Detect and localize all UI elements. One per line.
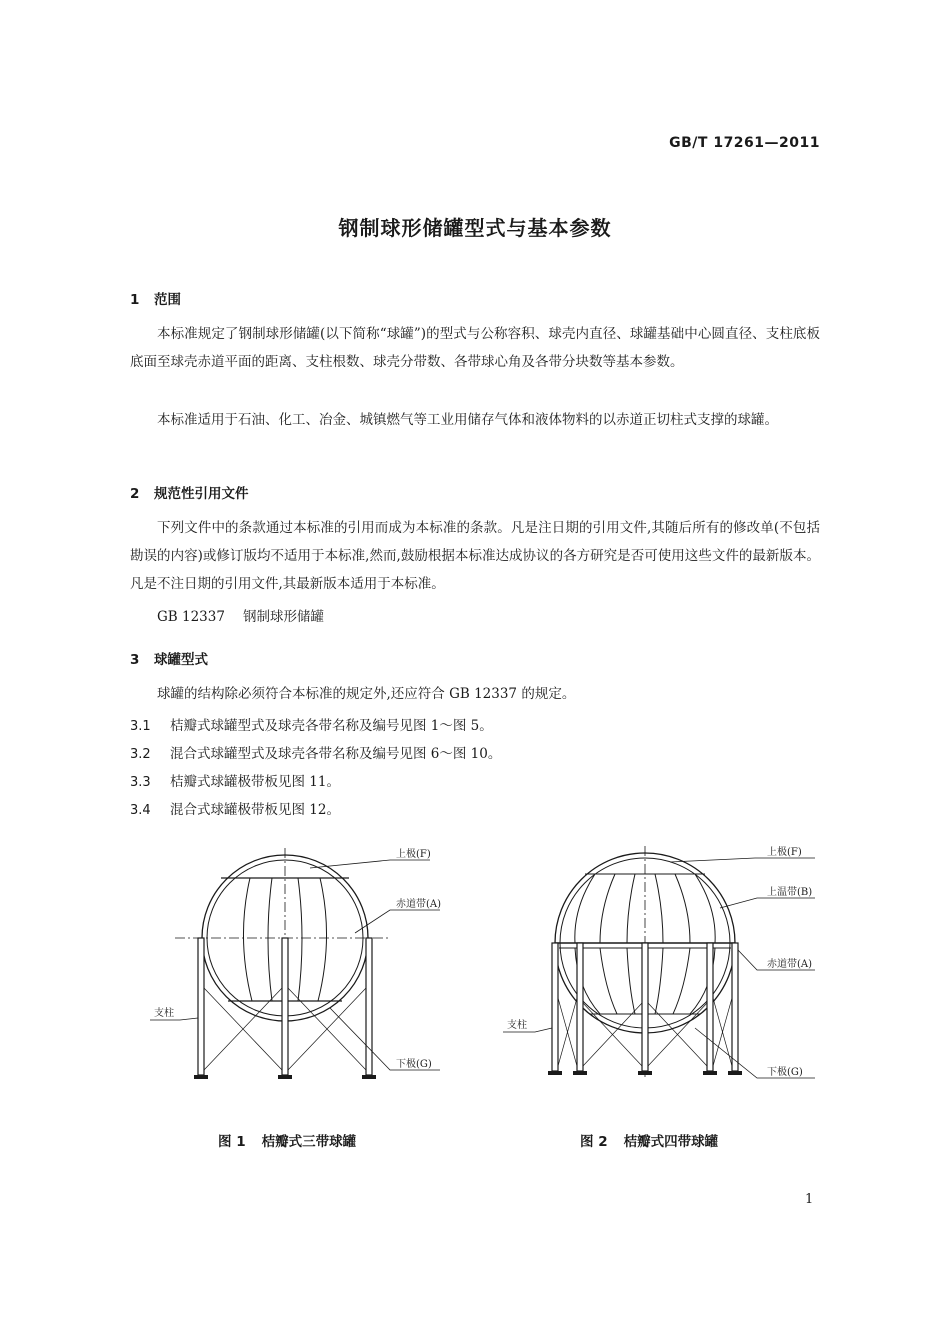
- label-column: 支柱: [154, 1008, 174, 1019]
- section-3-heading: [130, 648, 208, 668]
- clause-number: 3.1: [130, 719, 151, 734]
- support-column: [282, 938, 288, 1075]
- figure-1-drawing: [140, 838, 460, 1086]
- column-base-plate: [638, 1071, 652, 1075]
- page-number: 1: [805, 1192, 814, 1207]
- figure-title: 桔瓣式四带球罐: [623, 1134, 719, 1150]
- support-column: [642, 943, 648, 1071]
- standard-code: GB/T 17261—2011: [669, 135, 820, 151]
- section-number: 1: [130, 292, 140, 308]
- section-title: 球罐型式: [154, 652, 208, 668]
- figure-1-caption: [218, 1130, 356, 1150]
- figure-title: 桔瓣式三带球罐: [261, 1134, 357, 1150]
- label-upper-pole: 上极(F): [396, 849, 431, 860]
- column-base-plate: [362, 1075, 376, 1079]
- label-lower-pole: 下极(G): [396, 1059, 432, 1070]
- column-base-plate: [194, 1075, 208, 1079]
- column-base-plate: [703, 1071, 717, 1075]
- support-column: [552, 943, 558, 1071]
- support-column: [366, 938, 372, 1075]
- clause-3-3: [130, 770, 340, 790]
- section-number: 2: [130, 486, 140, 502]
- clause-text: 混合式球罐型式及球壳各带名称及编号见图 6～图 10。: [170, 746, 502, 762]
- support-column: [732, 943, 738, 1071]
- section-1-paragraph-1: 本标准规定了钢制球形储罐(以下简称“球罐”)的型式与公称容积、球壳内直径、球罐基础中心圆直径、支柱底板底面至球壳赤道平面的距离、支柱根数、球壳分带数、各带球心角及各带分块数等基本参数。: [130, 326, 820, 370]
- clause-number: 3.3: [130, 775, 151, 790]
- figure-2-caption: [580, 1130, 718, 1150]
- support-column: [577, 943, 583, 1071]
- normative-reference: [157, 605, 324, 625]
- clause-text: 混合式球罐极带板见图 12。: [170, 802, 340, 818]
- section-title: 规范性引用文件: [154, 486, 249, 502]
- label-upper-temperate-band: 上温带(B): [767, 887, 813, 898]
- document-title: 钢制球形储罐型式与基本参数: [338, 216, 612, 240]
- support-column: [707, 943, 713, 1071]
- reference-title: 钢制球形储罐: [242, 609, 324, 625]
- label-column: 支柱: [507, 1020, 527, 1031]
- column-base-plate: [278, 1075, 292, 1079]
- clause-number: 3.4: [130, 803, 151, 818]
- support-column: [198, 938, 204, 1075]
- reference-code: GB 12337: [157, 609, 225, 625]
- section-3-paragraph-1: 球罐的结构除必须符合本标准的规定外,还应符合 GB 12337 的规定。: [157, 686, 576, 702]
- clause-3-1: [130, 714, 493, 734]
- column-base-plate: [573, 1071, 587, 1075]
- column-base-plate: [728, 1071, 742, 1075]
- figure-number: 图 2: [580, 1134, 608, 1150]
- clause-text: 桔瓣式球罐型式及球壳各带名称及编号见图 1～图 5。: [170, 718, 493, 734]
- label-lower-pole: 下极(G): [767, 1067, 803, 1078]
- clause-3-4: [130, 798, 340, 818]
- clause-text: 桔瓣式球罐极带板见图 11。: [170, 774, 340, 790]
- section-2-heading: [130, 482, 249, 502]
- column-base-plate: [548, 1071, 562, 1075]
- section-number: 3: [130, 652, 140, 668]
- clause-3-2: [130, 742, 501, 762]
- section-1-paragraph-2: 本标准适用于石油、化工、冶金、城镇燃气等工业用储存气体和液体物料的以赤道正切柱式支撑的球罐。: [157, 412, 778, 428]
- label-equator-band: 赤道带(A): [396, 899, 442, 910]
- figure-2-drawing: [495, 838, 825, 1086]
- label-upper-pole: 上极(F): [767, 847, 802, 858]
- label-equator-band: 赤道带(A): [767, 959, 813, 970]
- section-2-paragraph-1: 下列文件中的条款通过本标准的引用而成为本标准的条款。凡是注日期的引用文件,其随后所有的修改单(不包括勘误的内容)或修订版均不适用于本标准,然而,鼓励根据本标准达成协议的各方研究是否可使用这些文件的最新版本。凡是不注日期的引用文件,其最新版本适用于本标准。: [130, 520, 820, 592]
- section-title: 范围: [154, 292, 181, 308]
- clause-number: 3.2: [130, 747, 151, 762]
- figure-number: 图 1: [218, 1134, 246, 1150]
- section-1-heading: [130, 288, 181, 308]
